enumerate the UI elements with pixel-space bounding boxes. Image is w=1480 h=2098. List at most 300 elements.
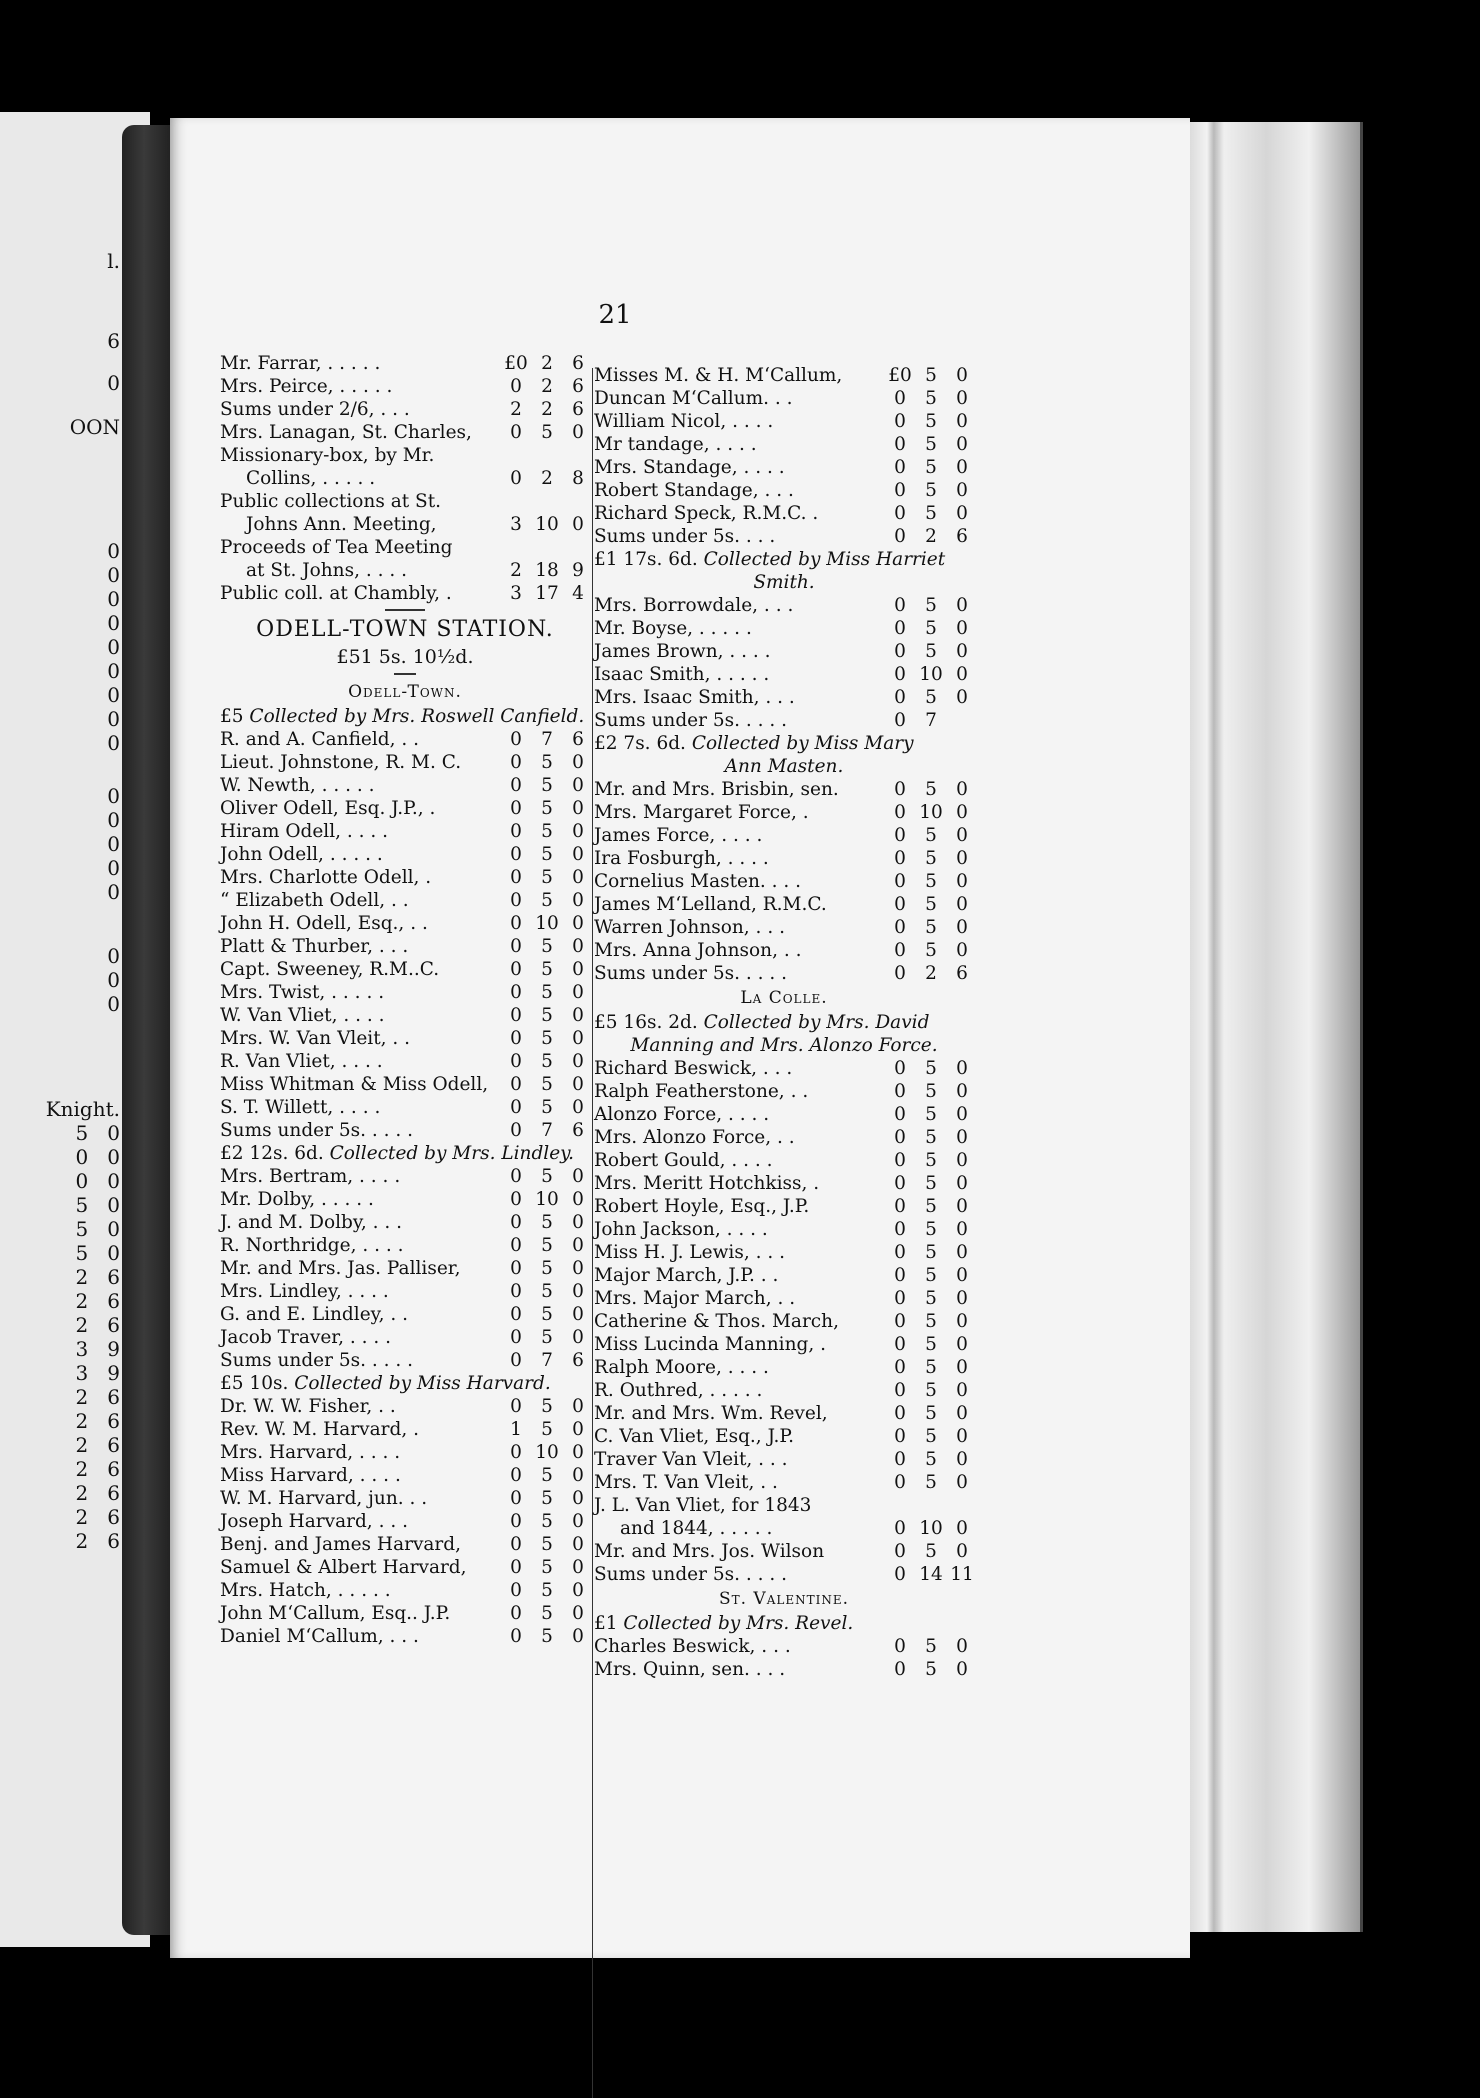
- amount-pounds: 0: [510, 844, 522, 865]
- right-column: [594, 364, 974, 1681]
- amount-shillings: 7: [541, 729, 553, 750]
- amount-shillings: 2: [925, 963, 937, 984]
- amount-pence: 0: [572, 1074, 584, 1095]
- amount-shillings: 17: [535, 583, 559, 604]
- subscriber-name: Robert Hoyle, Esq., J.P.: [594, 1196, 810, 1217]
- amount-pence: 0: [572, 1488, 584, 1509]
- subscription-entry: [220, 1280, 590, 1303]
- amount-pence: 0: [956, 1265, 968, 1286]
- subscription-entry: [220, 1441, 590, 1464]
- amount-shillings: 5: [925, 1288, 937, 1309]
- collector-name: Smith.: [753, 572, 815, 593]
- subscriber-name: Mrs. Margaret Force, .: [594, 802, 809, 823]
- subscriber-name: W. Newth, . . . . .: [220, 775, 375, 796]
- amount-pence: 0: [572, 1557, 584, 1578]
- amount-shillings: 10: [535, 913, 559, 934]
- facing-page-line: 0: [107, 611, 120, 635]
- subscription-entry: [594, 893, 974, 916]
- subscriber-name: at St. Johns, . . . .: [246, 560, 408, 581]
- collector-line: [594, 732, 974, 755]
- amount-shillings: 5: [925, 1242, 937, 1263]
- amount-pounds: 0: [894, 825, 906, 846]
- subscription-entry: [594, 1218, 974, 1241]
- amount-pounds: 0: [894, 848, 906, 869]
- subscriber-name: Mrs. Lanagan, St. Charles,: [220, 422, 472, 443]
- amount-pence: 0: [572, 1235, 584, 1256]
- amount-pounds: 0: [894, 779, 906, 800]
- collected-amount: £2 7s. 6d.: [594, 733, 692, 754]
- facing-page-line: OON: [69, 415, 120, 439]
- amount-shillings: 10: [919, 802, 943, 823]
- subscription-entry: [220, 751, 590, 774]
- amount-shillings: 5: [541, 1465, 553, 1486]
- amount-shillings: 5: [541, 959, 553, 980]
- page-number: 21: [598, 300, 632, 330]
- amount-pounds: 0: [510, 1097, 522, 1118]
- subscription-entry: [594, 1494, 974, 1517]
- subscription-entry: [220, 1050, 590, 1073]
- amount-pence: 0: [572, 890, 584, 911]
- amount-pence: 0: [956, 1173, 968, 1194]
- amount-shillings: 5: [925, 1127, 937, 1148]
- subscription-entry: [594, 1540, 974, 1563]
- amount-pounds: 0: [510, 821, 522, 842]
- amount-pounds: 0: [510, 1603, 522, 1624]
- subscriber-name: Mrs. Meritt Hotchkiss, .: [594, 1173, 820, 1194]
- subscription-entry: [220, 958, 590, 981]
- amount-pence: 0: [572, 1419, 584, 1440]
- amount-shillings: 5: [925, 1334, 937, 1355]
- amount-pounds: 0: [510, 1074, 522, 1095]
- collector-name: Collected by Miss Harvard.: [294, 1373, 551, 1394]
- collector-name: Collected by Mrs. David: [703, 1012, 930, 1033]
- amount-shillings: 5: [541, 936, 553, 957]
- amount-pounds: 0: [894, 457, 906, 478]
- amount-pence: 0: [956, 894, 968, 915]
- subscription-entry: [594, 1471, 974, 1494]
- amount-pounds: 0: [894, 1541, 906, 1562]
- subscription-entry: [594, 387, 974, 410]
- amount-pence: 0: [572, 1580, 584, 1601]
- amount-pence: 0: [572, 913, 584, 934]
- amount-shillings: 10: [535, 1189, 559, 1210]
- subscriber-name: Sums under 2/6, . . .: [220, 399, 410, 420]
- amount-pounds: 0: [510, 1051, 522, 1072]
- subscription-entry: [594, 709, 974, 732]
- subscriber-name: Ralph Featherstone, . .: [594, 1081, 809, 1102]
- amount-shillings: 5: [541, 1396, 553, 1417]
- amount-shillings: 5: [541, 1304, 553, 1325]
- amount-shillings: 5: [925, 1150, 937, 1171]
- amount-pence: 11: [950, 1564, 974, 1585]
- amount-pence: 0: [572, 1327, 584, 1348]
- amount-shillings: 5: [925, 1219, 937, 1240]
- facing-page-line: 0: [107, 808, 120, 832]
- subscription-entry: [594, 870, 974, 893]
- amount-pounds: 0: [510, 729, 522, 750]
- amount-pence: 0: [956, 1058, 968, 1079]
- collected-amount: £1 17s. 6d.: [594, 549, 704, 570]
- amount-pence: 0: [572, 821, 584, 842]
- amount-pence: 0: [572, 1028, 584, 1049]
- subscriber-name: Alonzo Force, . . . .: [594, 1104, 770, 1125]
- amount-pounds: 0: [894, 687, 906, 708]
- collector-line: [220, 1372, 590, 1395]
- amount-shillings: 10: [919, 1518, 943, 1539]
- facing-page-line: 2 6: [75, 1529, 120, 1553]
- amount-shillings: 7: [925, 710, 937, 731]
- amount-shillings: 5: [925, 365, 937, 386]
- amount-pounds: 0: [510, 959, 522, 980]
- subscriber-name: Capt. Sweeney, R.M..C.: [220, 959, 440, 980]
- subscription-entry: [220, 421, 590, 444]
- subscriber-name: Mrs. Bertram, . . . .: [220, 1166, 401, 1187]
- amount-shillings: 5: [541, 1327, 553, 1348]
- amount-pounds: £0: [888, 365, 912, 386]
- subscription-entry: [220, 536, 590, 559]
- amount-pounds: 0: [894, 1659, 906, 1680]
- amount-shillings: 5: [541, 1028, 553, 1049]
- amount-pounds: 3: [510, 583, 522, 604]
- subscription-entry: [594, 456, 974, 479]
- subscription-entry: [220, 513, 590, 536]
- amount-pounds: 0: [510, 1534, 522, 1555]
- amount-shillings: 2: [541, 399, 553, 420]
- subscription-entry: [220, 1556, 590, 1579]
- amount-shillings: 5: [925, 1472, 937, 1493]
- amount-pounds: 0: [510, 752, 522, 773]
- amount-pounds: 0: [510, 1304, 522, 1325]
- amount-pounds: 0: [894, 1173, 906, 1194]
- amount-pence: 0: [956, 641, 968, 662]
- facing-page-line: 0 0: [75, 1169, 120, 1193]
- amount-shillings: 5: [541, 1511, 553, 1532]
- amount-shillings: 5: [925, 1104, 937, 1125]
- facing-page-line: 0: [107, 707, 120, 731]
- collector-line-continued: [594, 1034, 974, 1057]
- amount-shillings: 2: [541, 468, 553, 489]
- amount-shillings: 5: [541, 1235, 553, 1256]
- amount-shillings: 5: [541, 1488, 553, 1509]
- collector-name: Collected by Mrs. Roswell Canfield.: [249, 706, 585, 727]
- subscriber-name: J. L. Van Vliet, for 1843: [594, 1495, 812, 1516]
- collector-name: Collected by Miss Mary: [691, 733, 914, 754]
- collected-amount: £2 12s. 6d.: [220, 1143, 330, 1164]
- subscriber-name: Mrs. Alonzo Force, . .: [594, 1127, 795, 1148]
- amount-pounds: 0: [894, 1518, 906, 1539]
- amount-pence: 0: [956, 1288, 968, 1309]
- subscription-entry: [594, 640, 974, 663]
- subscription-entry: [594, 1241, 974, 1264]
- subscription-entry: [594, 525, 974, 548]
- subscription-entry: [220, 1395, 590, 1418]
- amount-pence: 0: [572, 1212, 584, 1233]
- amount-pounds: 0: [894, 1288, 906, 1309]
- amount-shillings: 5: [541, 821, 553, 842]
- amount-shillings: 5: [541, 1626, 553, 1647]
- facing-page-line: 3 9: [75, 1337, 120, 1361]
- subscription-entry: [594, 617, 974, 640]
- amount-shillings: 5: [925, 618, 937, 639]
- subscription-entry: [220, 866, 590, 889]
- subscription-entry: [594, 1333, 974, 1356]
- amount-shillings: 5: [925, 1449, 937, 1470]
- subscriber-name: Public collections at St.: [220, 491, 442, 512]
- amount-pence: 0: [572, 1189, 584, 1210]
- subscriber-name: Misses M. & H. M‘Callum,: [594, 365, 843, 386]
- subscription-entry: [220, 1533, 590, 1556]
- amount-pounds: 0: [894, 503, 906, 524]
- amount-pounds: 0: [510, 1212, 522, 1233]
- amount-pounds: 0: [894, 963, 906, 984]
- subscriber-name: Miss Harvard, . . . .: [220, 1465, 401, 1486]
- facing-page-line: 2 6: [75, 1481, 120, 1505]
- amount-pounds: 0: [894, 1334, 906, 1355]
- subscription-entry: [220, 1579, 590, 1602]
- amount-shillings: 5: [541, 1258, 553, 1279]
- subscription-entry: [594, 939, 974, 962]
- subscriber-name: Jacob Traver, . . . .: [220, 1327, 392, 1348]
- subscription-entry: [220, 797, 590, 820]
- subscriber-name: Robert Gould, . . . .: [594, 1150, 773, 1171]
- collector-line-continued: [594, 571, 974, 594]
- amount-pounds: 2: [510, 399, 522, 420]
- subscriber-name: James M‘Lelland, R.M.C.: [594, 894, 827, 915]
- amount-pounds: 0: [510, 890, 522, 911]
- subscription-entry: [594, 502, 974, 525]
- subscriber-name: Lieut. Johnstone, R. M. C.: [220, 752, 462, 773]
- amount-shillings: 5: [541, 1074, 553, 1095]
- subscriber-name: Sums under 5s. . . . .: [220, 1120, 414, 1141]
- amount-pence: 0: [956, 388, 968, 409]
- subscription-entry: [220, 490, 590, 513]
- subscriber-name: Mrs. Lindley, . . . .: [220, 1281, 389, 1302]
- amount-pence: 0: [572, 1396, 584, 1417]
- subscriber-name: Joseph Harvard, . . .: [220, 1511, 408, 1532]
- amount-pence: 0: [956, 848, 968, 869]
- subscriber-name: Oliver Odell, Esq. J.P., .: [220, 798, 436, 819]
- facing-page-line: 0: [107, 587, 120, 611]
- facing-page-line: 0: [107, 944, 120, 968]
- amount-pence: 0: [572, 1534, 584, 1555]
- subscription-entry: [594, 1126, 974, 1149]
- station-heading: ODELL-TOWN STATION.: [256, 617, 554, 642]
- amount-pounds: 0: [510, 1580, 522, 1601]
- amount-pence: 0: [572, 752, 584, 773]
- amount-shillings: 5: [541, 1281, 553, 1302]
- subscription-entry: [594, 1379, 974, 1402]
- amount-shillings: 5: [925, 1659, 937, 1680]
- amount-pence: 0: [572, 844, 584, 865]
- amount-pounds: 0: [510, 1465, 522, 1486]
- subscriber-name: Mr. Farrar, . . . . .: [220, 353, 381, 374]
- amount-pence: 0: [956, 1357, 968, 1378]
- amount-pence: 0: [956, 917, 968, 938]
- subscription-entry: [220, 1326, 590, 1349]
- amount-pounds: 0: [510, 913, 522, 934]
- subscription-entry: [594, 847, 974, 870]
- amount-pence: 0: [956, 434, 968, 455]
- amount-pence: 0: [956, 1196, 968, 1217]
- amount-pence: 0: [572, 1304, 584, 1325]
- subscription-entry: [220, 1211, 590, 1234]
- subscriber-name: Mr. Boyse, . . . . .: [594, 618, 752, 639]
- left-column: [220, 352, 590, 1648]
- amount-shillings: 5: [925, 1357, 937, 1378]
- subscriber-name: James Force, . . . .: [594, 825, 763, 846]
- subscriber-name: Mr. and Mrs. Brisbin, sen.: [594, 779, 839, 800]
- subscription-entry: [220, 1257, 590, 1280]
- amount-pounds: 0: [894, 1449, 906, 1470]
- amount-pounds: 0: [510, 1028, 522, 1049]
- subscriber-name: and 1844, . . . . .: [620, 1518, 773, 1539]
- amount-pounds: 0: [894, 1380, 906, 1401]
- amount-pence: 0: [956, 365, 968, 386]
- section-rule: [394, 673, 416, 675]
- facing-page-line: 0: [107, 992, 120, 1016]
- facing-page-line: 0: [107, 635, 120, 659]
- amount-pounds: 0: [510, 1511, 522, 1532]
- amount-pence: 0: [956, 1472, 968, 1493]
- facing-page-line: 0 0: [75, 1145, 120, 1169]
- amount-pounds: 0: [894, 1564, 906, 1585]
- locality-heading: St. Valentine.: [718, 1589, 850, 1609]
- subscription-entry: [220, 398, 590, 421]
- amount-shillings: 5: [925, 1081, 937, 1102]
- subscriber-name: R. and A. Canfield, . .: [220, 729, 420, 750]
- amount-pounds: 0: [894, 434, 906, 455]
- facing-page-line: 5 0: [75, 1121, 120, 1145]
- subscriber-name: Catherine & Thos. March,: [594, 1311, 839, 1332]
- amount-pounds: 0: [510, 867, 522, 888]
- amount-shillings: 10: [535, 1442, 559, 1463]
- subscriber-name: Collins, . . . . .: [246, 468, 376, 489]
- amount-shillings: 5: [541, 844, 553, 865]
- subscriber-name: Mrs. Standage, . . . .: [594, 457, 785, 478]
- facing-page-line: 0: [107, 683, 120, 707]
- collected-amount: £1: [594, 1613, 624, 1634]
- amount-pence: 0: [956, 1127, 968, 1148]
- facing-page-line: 2 6: [75, 1313, 120, 1337]
- subscriber-name: Miss Whitman & Miss Odell,: [220, 1074, 489, 1095]
- amount-pounds: 0: [894, 871, 906, 892]
- subscriber-name: Mrs. T. Van Vleit, . .: [594, 1472, 778, 1493]
- amount-shillings: 5: [925, 871, 937, 892]
- amount-shillings: 5: [541, 752, 553, 773]
- subscription-entry: [220, 843, 590, 866]
- collector-name: Manning and Mrs. Alonzo Force.: [630, 1035, 938, 1056]
- amount-pounds: 0: [894, 894, 906, 915]
- subscriber-name: John H. Odell, Esq., . .: [220, 913, 428, 934]
- amount-pounds: 0: [510, 1442, 522, 1463]
- subscriber-name: Mrs. Anna Johnson, . .: [594, 940, 802, 961]
- amount-shillings: 5: [925, 503, 937, 524]
- subscriber-name: “ Elizabeth Odell, . .: [220, 890, 409, 911]
- subscriber-name: Mrs. Quinn, sen. . . .: [594, 1659, 786, 1680]
- facing-page-line: 2 6: [75, 1385, 120, 1409]
- subscription-entry: [594, 1172, 974, 1195]
- subscriber-name: John Jackson, . . . .: [594, 1219, 768, 1240]
- facing-page-line: 2 6: [75, 1457, 120, 1481]
- facing-page-line: 0: [107, 880, 120, 904]
- subscription-entry: [594, 1448, 974, 1471]
- amount-shillings: 7: [541, 1120, 553, 1141]
- amount-shillings: 5: [541, 867, 553, 888]
- amount-pence: 0: [572, 1097, 584, 1118]
- amount-shillings: 5: [925, 1311, 937, 1332]
- amount-pence: 0: [956, 1426, 968, 1447]
- amount-pounds: 0: [894, 480, 906, 501]
- amount-shillings: 5: [541, 1166, 553, 1187]
- book-gutter: [122, 125, 177, 1935]
- amount-pounds: 0: [510, 1281, 522, 1302]
- facing-page-line: 6: [107, 329, 120, 353]
- amount-pounds: 0: [894, 1219, 906, 1240]
- subscription-entry: [594, 1563, 974, 1586]
- subscription-entry: [220, 1349, 590, 1372]
- amount-pounds: £0: [504, 353, 528, 374]
- amount-pence: 0: [956, 618, 968, 639]
- subscriber-name: S. T. Willett, . . . .: [220, 1097, 381, 1118]
- amount-pence: 0: [956, 940, 968, 961]
- subscription-entry: [220, 444, 590, 467]
- amount-pence: 0: [572, 1258, 584, 1279]
- subscription-entry: [220, 1303, 590, 1326]
- amount-pence: 0: [572, 514, 584, 535]
- facing-page-line: 0: [107, 832, 120, 856]
- amount-shillings: 7: [541, 1350, 553, 1371]
- amount-pounds: 0: [510, 1235, 522, 1256]
- subscription-entry: [594, 479, 974, 502]
- facing-page-line: 0: [107, 539, 120, 563]
- facing-page-line: 5 0: [75, 1217, 120, 1241]
- subscription-entry: [594, 1310, 974, 1333]
- amount-pounds: 0: [510, 376, 522, 397]
- subscriber-name: Warren Johnson, . . .: [594, 917, 785, 938]
- collector-name: Collected by Mrs. Revel.: [623, 1613, 854, 1634]
- amount-pence: 0: [956, 664, 968, 685]
- amount-shillings: 5: [925, 940, 937, 961]
- amount-shillings: 5: [541, 982, 553, 1003]
- subscription-entry: [594, 364, 974, 387]
- subscriber-name: Public coll. at Chambly, .: [220, 583, 452, 604]
- facing-page-line: l.: [107, 249, 120, 273]
- subscription-entry: [594, 1264, 974, 1287]
- subscription-entry: [594, 1287, 974, 1310]
- facing-page-line: 2 6: [75, 1289, 120, 1313]
- amount-shillings: 5: [925, 595, 937, 616]
- amount-shillings: 5: [541, 422, 553, 443]
- collector-line: [594, 1612, 974, 1635]
- subscriber-name: Samuel & Albert Harvard,: [220, 1557, 467, 1578]
- amount-shillings: 5: [541, 1051, 553, 1072]
- subscription-entry: [220, 1165, 590, 1188]
- subscription-entry: [220, 912, 590, 935]
- subscriber-name: G. and E. Lindley, . .: [220, 1304, 409, 1325]
- page-edges: [1190, 122, 1363, 1932]
- subscription-entry: [220, 1073, 590, 1096]
- facing-page-line: 3 9: [75, 1361, 120, 1385]
- facing-page-line: 0: [107, 371, 120, 395]
- subscriber-name: Mrs. Isaac Smith, . . .: [594, 687, 795, 708]
- amount-pounds: 0: [510, 1396, 522, 1417]
- facing-page-line: 0: [107, 731, 120, 755]
- amount-shillings: 5: [925, 1636, 937, 1657]
- amount-shillings: 5: [925, 1426, 937, 1447]
- amount-pence: 0: [572, 1051, 584, 1072]
- subscription-entry: [594, 1149, 974, 1172]
- amount-shillings: 2: [925, 526, 937, 547]
